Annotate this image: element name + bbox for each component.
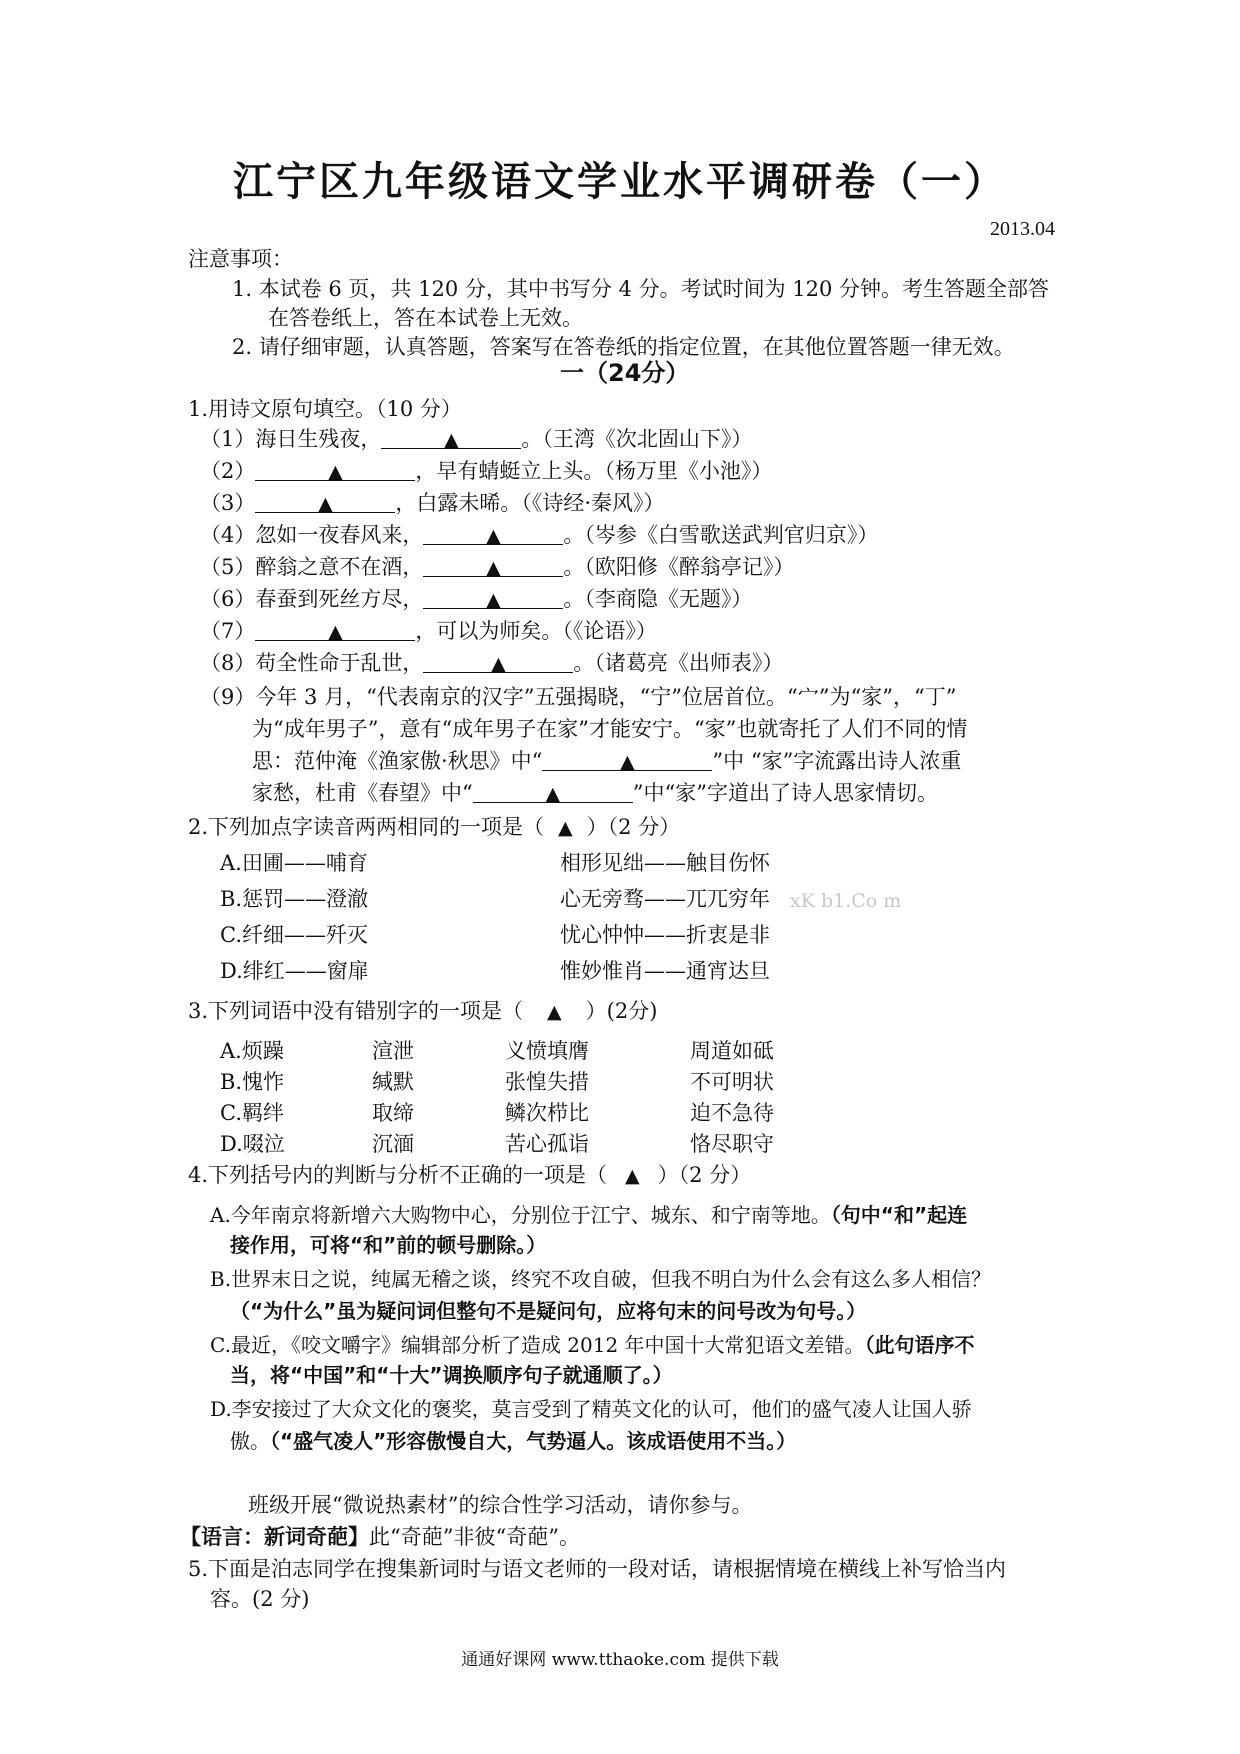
q3-a-word-4: 周道如砥: [690, 1039, 774, 1063]
answer-blank[interactable]: ▲: [381, 424, 521, 449]
q1-item-9-line-4: 家愁，杜甫《春望》中“ ▲ ”中“家”字道出了诗人思家情切。: [252, 778, 938, 808]
q3-d-word-4: 恪尽职守: [690, 1132, 774, 1156]
q1-item-9-line-3: 思：范仲淹《渔家傲·秋思》中“ ▲ ”中 “家”字流露出诗人浓重: [252, 746, 961, 776]
q1-item-1: （1）海日生残夜， ▲ 。（王湾《次北固山下》）: [200, 424, 752, 454]
q2-option-c-right: 忧心忡忡——折衷是非: [560, 923, 770, 947]
answer-blank[interactable]: ▲: [255, 616, 415, 641]
q3-a-word-3: 义愤填膺: [505, 1039, 589, 1063]
answer-blank[interactable]: ▲: [423, 584, 563, 609]
q4-option-d: D.李安接过了大众文化的褒奖，莫言受到了精英文化的认可，他们的盛气凌人让国人骄: [210, 1397, 972, 1421]
q3-a-word-2: 渲泄: [372, 1039, 414, 1063]
question-5-stem: 5.下面是泊志同学在搜集新词时与语文老师的一段对话，请根据情境在横线上补写恰当内: [188, 1557, 1007, 1581]
question-3-stem: 3.下列词语中没有错别字的一项是（ ▲ ）(2分): [188, 999, 658, 1023]
answer-blank[interactable]: ▲: [473, 778, 633, 803]
q3-a-word-1: A.烦躁: [220, 1039, 284, 1063]
q3-c-word-4: 迫不急待: [690, 1101, 774, 1125]
question-1-stem: 1.用诗文原句填空。（10 分）: [188, 397, 462, 421]
q2-option-b-left: B.惩罚——澄澈: [220, 887, 369, 911]
q3-c-word-2: 取缔: [372, 1101, 414, 1125]
q1-item-7: （7） ▲ ，可以为师矣。（《论语》）: [200, 616, 657, 646]
q3-d-word-1: D.啜泣: [220, 1132, 285, 1156]
q3-b-word-1: B.愧怍: [220, 1070, 285, 1094]
page-title: 江宁区九年级语文学业水平调研卷（一）: [233, 159, 1007, 205]
answer-blank[interactable]: ▲: [255, 488, 395, 513]
notice-item-1-cont: 在答卷纸上，答在本试卷上无效。: [268, 306, 583, 330]
language-section: 【语言：新词奇葩】此“奇葩”非彼“奇葩”。: [180, 1525, 580, 1549]
q3-b-word-2: 缄默: [372, 1070, 414, 1094]
q3-c-word-3: 鳞次栉比: [505, 1101, 589, 1125]
answer-blank[interactable]: ▲: [423, 520, 563, 545]
q4-option-a: A.今年南京将新增六大购物中心，分别位于江宁、城东、和宁南等地。（句中“和”起连: [210, 1203, 968, 1227]
notice-item-2: 2. 请仔细审题，认真答题，答案写在答卷纸的指定位置，在其他位置答题一律无效。: [232, 335, 1015, 359]
q4-option-c-analysis: 当，将“中国”和“十大”调换顺序句子就通顺了。）: [230, 1363, 673, 1387]
q1-item-6: （6）春蚕到死丝方尽， ▲ 。（李商隐《无题》）: [200, 584, 752, 614]
q2-option-a-left: A.田圃——哺育: [220, 851, 368, 875]
notice-heading: 注意事项：: [188, 247, 293, 271]
q4-option-a-analysis: 接作用，可将“和”前的顿号删除。）: [230, 1233, 547, 1257]
answer-mark[interactable]: ▲: [547, 1001, 562, 1023]
question-2-stem: 2.下列加点字读音两两相同的一项是（ ▲ ）（2 分）: [188, 815, 681, 839]
q2-option-a-right: 相形见绌——触目伤怀: [560, 851, 770, 875]
notice-item-1: 1. 本试卷 6 页，共 120 分，其中书写分 4 分。考试时间为 120 分钟。考生答题全部答: [232, 277, 1049, 301]
question-4-stem: 4.下列括号内的判断与分析不正确的一项是（ ▲ ）（2 分）: [188, 1163, 752, 1187]
q4-option-b-analysis: （“为什么”虽为疑问词但整句不是疑问句，应将句末的问号改为句号。）: [230, 1299, 867, 1323]
q1-item-3: （3） ▲ ，白露未晞。（《诗经·秦风》）: [200, 488, 665, 518]
answer-blank[interactable]: ▲: [423, 552, 563, 577]
watermark: xK b1.Co m: [790, 890, 902, 912]
q4-option-d-analysis: 傲。（“盛气凌人”形容傲慢自大，气势逼人。该成语使用不当。）: [230, 1429, 797, 1453]
q2-option-b-right: 心无旁骛——兀兀穷年: [560, 887, 770, 911]
q1-item-2: （2） ▲ ，早有蜻蜓立上头。（杨万里《小池》）: [200, 456, 772, 486]
q3-d-word-2: 沉湎: [372, 1132, 414, 1156]
q2-option-c-left: C.纤细——歼灭: [220, 923, 368, 947]
answer-blank[interactable]: ▲: [423, 648, 573, 673]
q3-d-word-3: 苦心孤诣: [505, 1132, 589, 1156]
q3-b-word-4: 不可明状: [690, 1070, 774, 1094]
question-5-stem-cont: 容。(2 分): [210, 1587, 310, 1611]
activity-intro: 班级开展“微说热素材”的综合性学习活动，请你参与。: [248, 1493, 753, 1517]
answer-blank[interactable]: ▲: [255, 456, 415, 481]
answer-mark[interactable]: ▲: [558, 817, 573, 839]
exam-date: 2013.04: [990, 218, 1055, 240]
section-heading: 一（24分）: [560, 359, 690, 387]
answer-blank[interactable]: ▲: [542, 746, 712, 771]
q1-item-9-line-2: 为“成年男子”，意有“成年男子在家”才能安宁。“家”也就寄托了人们不同的情: [252, 717, 968, 741]
q4-option-b: B.世界末日之说，纯属无稽之谈，终究不攻自破，但我不明白为什么会有这么多人相信？: [210, 1267, 992, 1291]
q1-item-5: （5）醉翁之意不在酒， ▲ 。（欧阳修《醉翁亭记》）: [200, 552, 794, 582]
q3-b-word-3: 张惶失措: [505, 1070, 589, 1094]
q2-option-d-left: D.绯红——窗扉: [220, 959, 369, 983]
footer-credit: 通通好课网 www.tthaoke.com 提供下载: [461, 1650, 779, 1670]
q3-c-word-1: C.羁绊: [220, 1101, 284, 1125]
answer-mark[interactable]: ▲: [625, 1165, 640, 1187]
q1-item-9: （9）今年 3 月，“代表南京的汉字”五强揭晓，“宁”位居首位。“宀”为“家”，“丁”: [200, 685, 957, 709]
q1-item-8: （8）苟全性命于乱世， ▲ 。（诸葛亮《出师表》）: [200, 648, 783, 678]
q1-item-4: （4）忽如一夜春风来， ▲ 。（岑参《白雪歌送武判官归京》）: [200, 520, 878, 550]
q2-option-d-right: 惟妙惟肖——通宵达旦: [560, 959, 770, 983]
q4-option-c: C.最近，《咬文嚼字》编辑部分析了造成 2012 年中国十大常犯语文差错。（此句语序不: [210, 1333, 975, 1357]
